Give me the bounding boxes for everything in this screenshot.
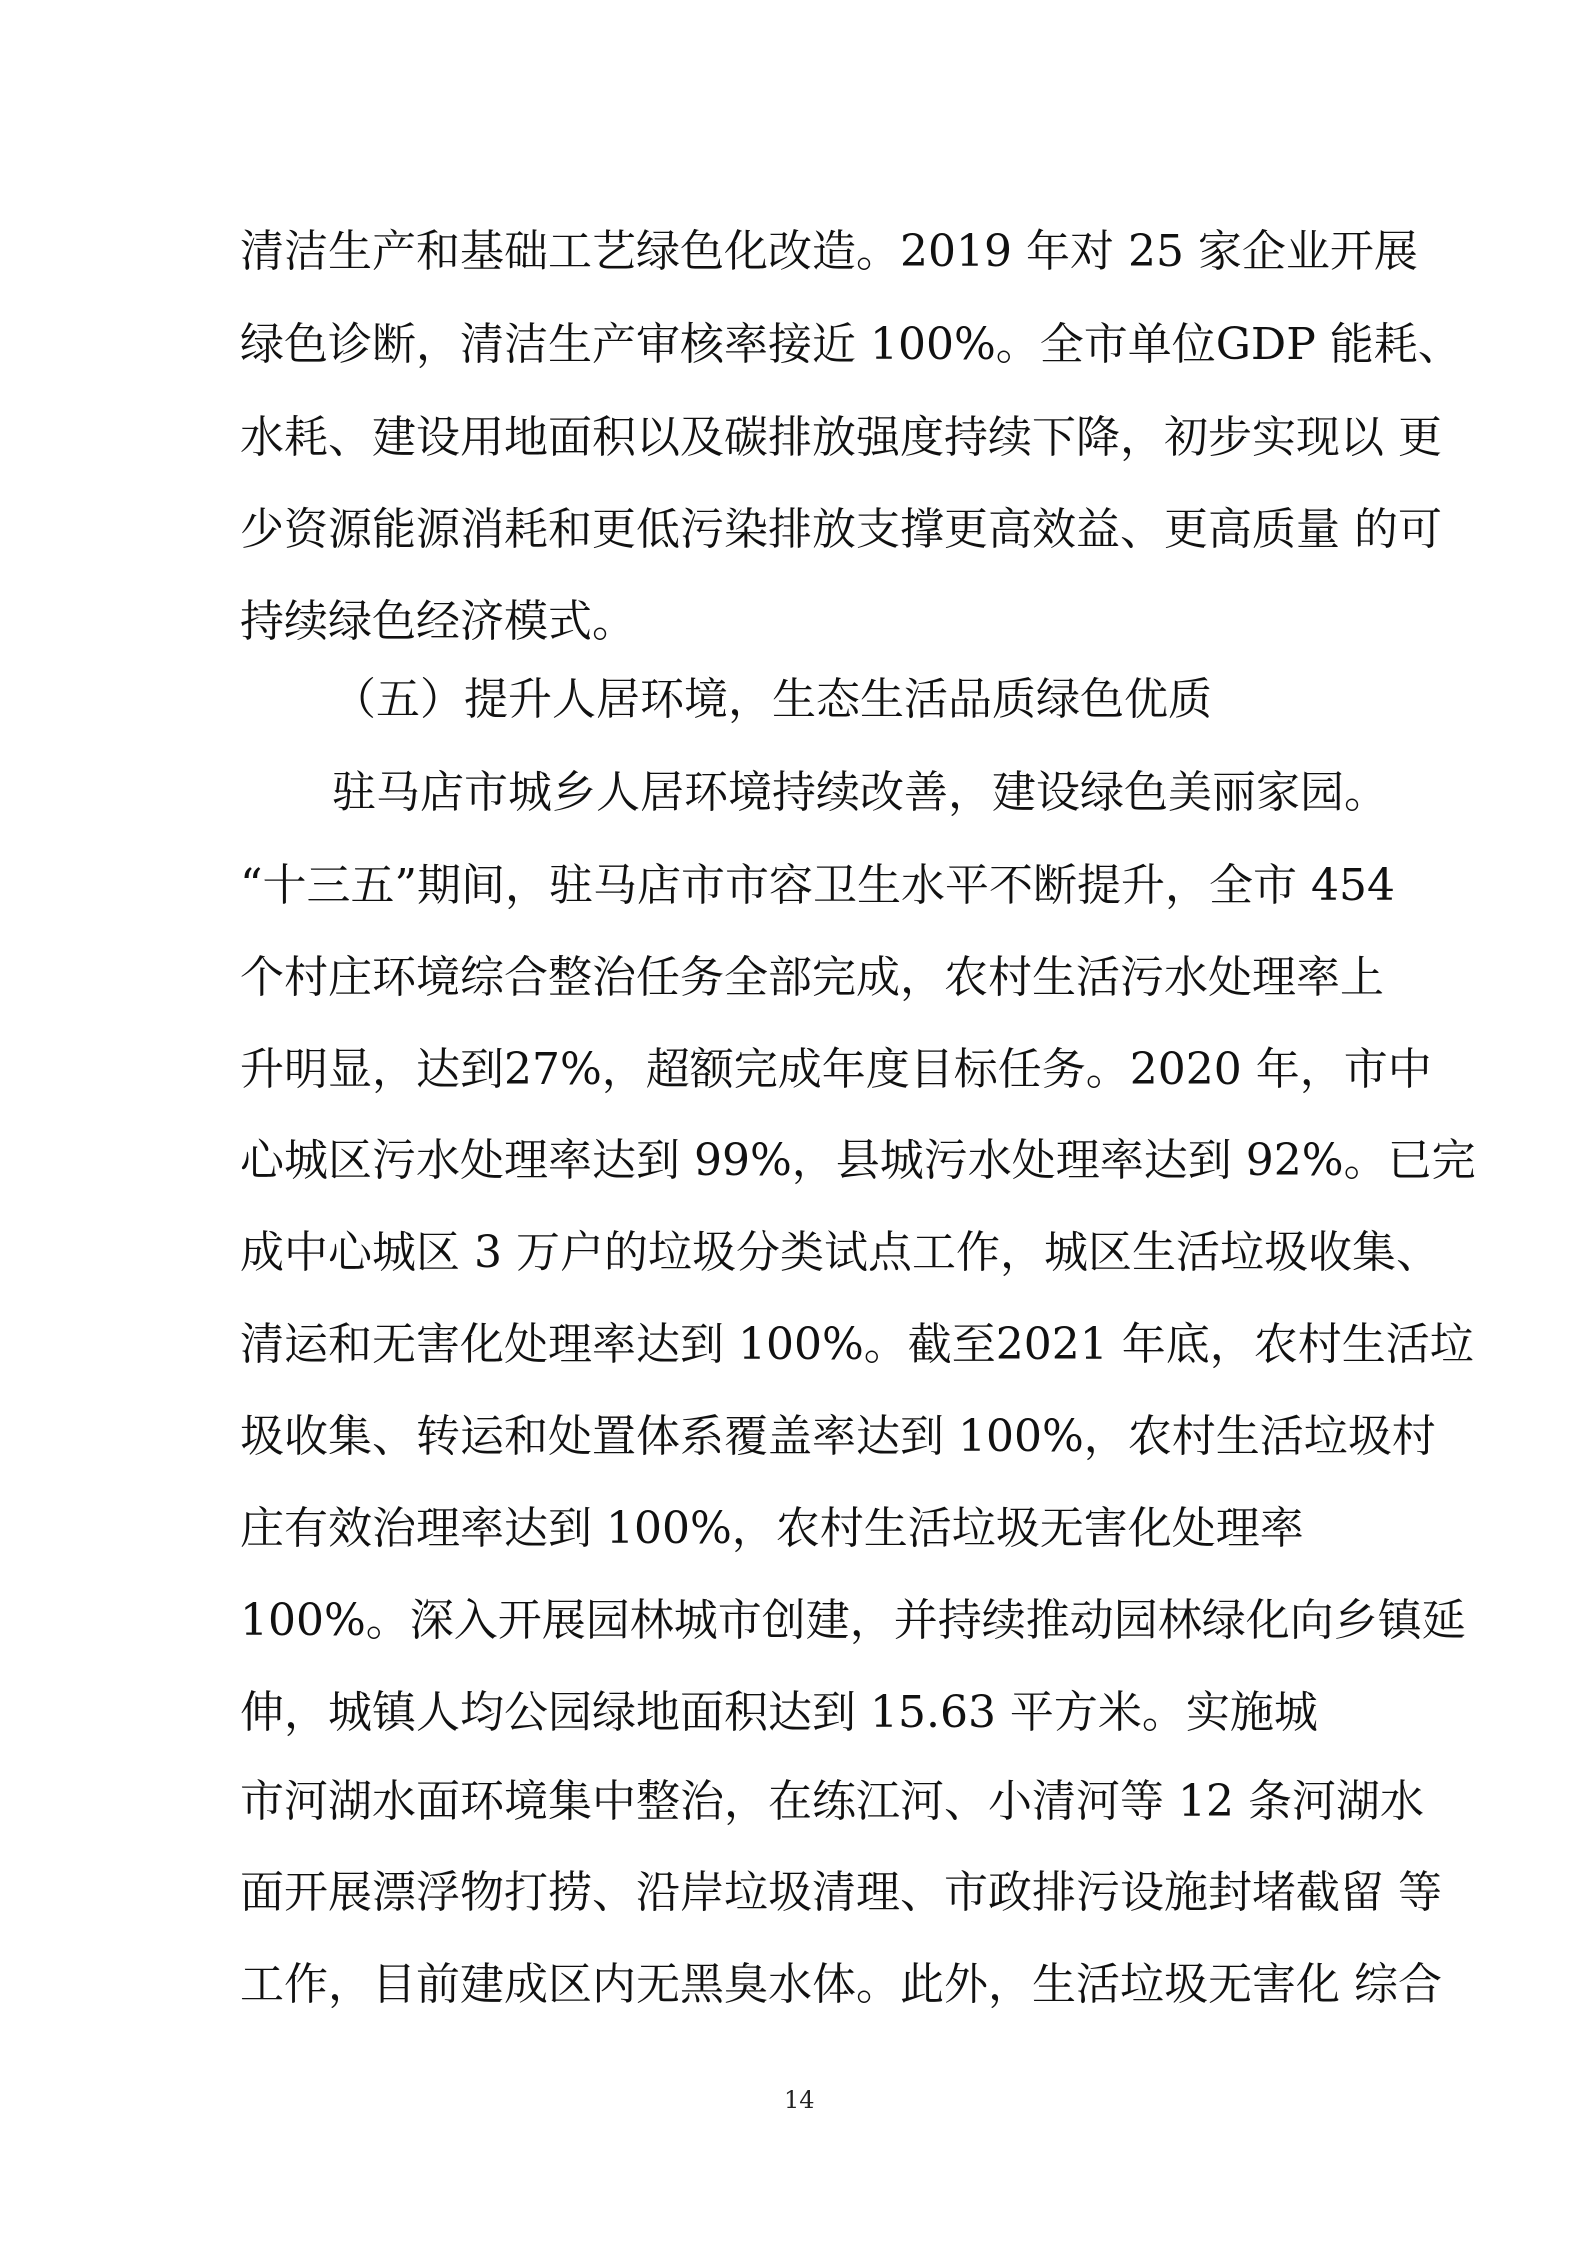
text-line: 清运和无害化处理率达到 100%。截至2021 年底，农村生活垃 — [240, 1319, 1474, 1370]
text-line: 心城区污水处理率达到 99%，县城污水处理率达到 92%。已完 — [240, 1135, 1476, 1186]
text-line: 成中心城区 3 万户的垃圾分类试点工作，城区生活垃圾收集、 — [240, 1227, 1440, 1278]
text-line: 面开展漂浮物打捞、沿岸垃圾清理、市政排污设施封堵截留 等 — [240, 1867, 1442, 1918]
text-line: 圾收集、转运和处置体系覆盖率达到 100%，农村生活垃圾村 — [240, 1411, 1436, 1462]
text-line: 庄有效治理率达到 100%，农村生活垃圾无害化处理率 — [240, 1503, 1304, 1554]
text-line: 绿色诊断，清洁生产审核率接近 100%。全市单位GDP 能耗、 — [240, 319, 1462, 370]
text-line: 升明显，达到27%，超额完成年度目标任务。2020 年，市中 — [240, 1044, 1432, 1095]
text-line: 驻马店市城乡人居环境持续改善，建设绿色美丽家园。 — [332, 767, 1388, 818]
text-line: 100%。深入开展园林城市创建，并持续推动园林绿化向乡镇延 — [240, 1595, 1466, 1646]
text-line: 市河湖水面环境集中整治，在练江河、小清河等 12 条河湖水 — [240, 1776, 1424, 1827]
text-line: “十三五”期间，驻马店市市容卫生水平不断提升，全市 454 — [240, 860, 1395, 911]
page-number: 14 — [784, 2086, 815, 2114]
section-heading: （五）提升人居环境，生态生活品质绿色优质 — [332, 674, 1212, 725]
text-line: 少资源能源消耗和更低污染排放支撑更高效益、更高质量 的可 — [240, 504, 1442, 555]
text-line: 工作，目前建成区内无黑臭水体。此外，生活垃圾无害化 综合 — [240, 1959, 1442, 2010]
text-line: 清洁生产和基础工艺绿色化改造。2019 年对 25 家企业开展 — [240, 226, 1418, 277]
text-line: 水耗、建设用地面积以及碳排放强度持续下降，初步实现以 更 — [240, 412, 1442, 463]
text-line: 持续绿色经济模式。 — [240, 596, 636, 647]
text-line: 个村庄环境综合整治任务全部完成，农村生活污水处理率上 — [240, 952, 1384, 1003]
text-line: 伸，城镇人均公园绿地面积达到 15.63 平方米。实施城 — [240, 1687, 1318, 1738]
